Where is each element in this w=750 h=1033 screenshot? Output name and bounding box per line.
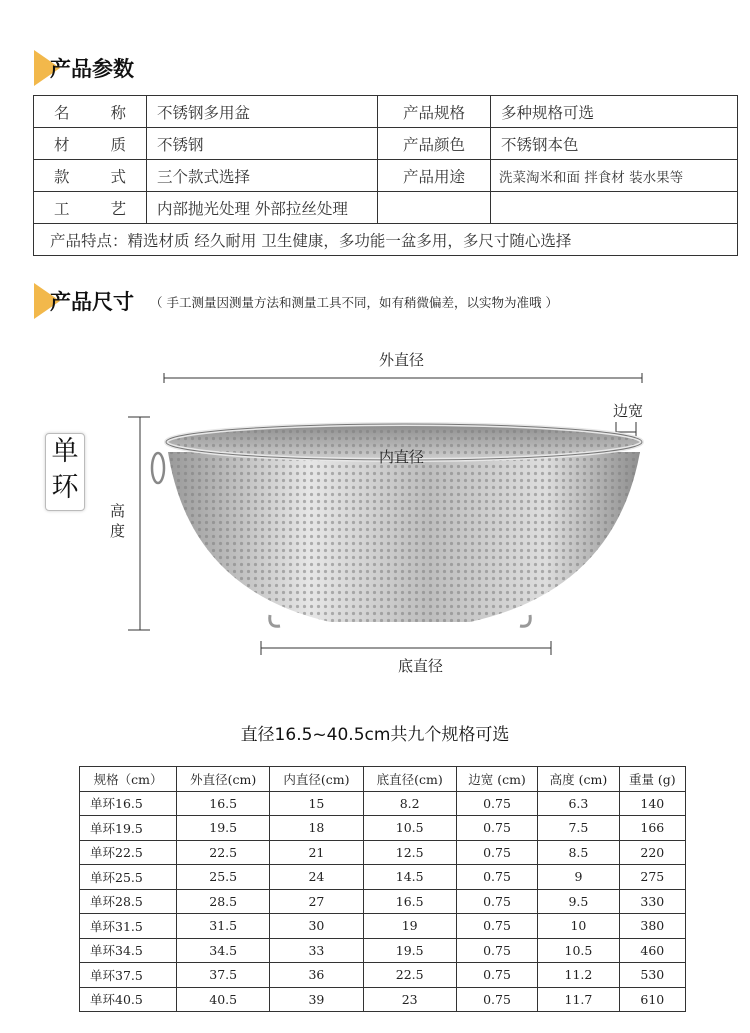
param-label: 产品颜色	[378, 128, 491, 160]
table-cell: 18	[270, 816, 363, 841]
table-cell: 单环16.5	[80, 791, 177, 816]
table-cell: 6.3	[538, 791, 619, 816]
height-label-2: 度	[110, 522, 126, 540]
table-cell: 28.5	[177, 889, 270, 914]
table-cell: 37.5	[177, 963, 270, 988]
spec-caption: 直径16.5~40.5cm共九个规格可选	[240, 725, 510, 745]
rim-width-label: 边宽	[613, 402, 644, 420]
spec-column-header: 边宽 (cm)	[456, 767, 537, 792]
table-cell: 16.5	[363, 889, 456, 914]
table-cell: 8.2	[363, 791, 456, 816]
param-label: 名称	[34, 96, 147, 128]
param-value: 内部抛光处理 外部拉丝处理	[147, 192, 378, 224]
table-cell: 10.5	[538, 938, 619, 963]
param-label	[378, 192, 491, 224]
table-cell: 单环28.5	[80, 889, 177, 914]
params-row	[34, 96, 738, 128]
measurement-note: （ 手工测量因测量方法和测量工具不同，如有稍微偏差，以实物为准哦 ）	[150, 295, 558, 310]
table-cell: 15	[270, 791, 363, 816]
table-cell: 单环22.5	[80, 840, 177, 865]
param-value: 不锈钢本色	[491, 128, 738, 160]
table-cell: 0.75	[456, 791, 537, 816]
table-cell: 12.5	[363, 840, 456, 865]
params-row	[34, 128, 738, 160]
spec-column-header: 外直径(cm)	[177, 767, 270, 792]
table-cell: 单环31.5	[80, 914, 177, 939]
table-cell: 24	[270, 865, 363, 890]
table-row	[80, 914, 686, 939]
table-cell: 530	[619, 963, 685, 988]
table-cell: 140	[619, 791, 685, 816]
table-cell: 9	[538, 865, 619, 890]
spec-table	[79, 766, 686, 1012]
param-label: 产品用途	[378, 160, 491, 192]
table-cell: 166	[619, 816, 685, 841]
param-value: 洗菜淘米和面 拌食材 装水果等	[491, 160, 738, 192]
params-table	[33, 95, 738, 256]
table-cell: 39	[270, 987, 363, 1012]
table-row	[80, 791, 686, 816]
height-label-1: 高	[110, 502, 126, 520]
table-cell: 7.5	[538, 816, 619, 841]
param-label: 工艺	[34, 192, 147, 224]
table-cell: 11.2	[538, 963, 619, 988]
inner-diameter-label: 内直径	[379, 448, 425, 466]
section-title: 产品参数	[50, 57, 134, 81]
table-row	[80, 840, 686, 865]
style-badge-char: 单	[51, 436, 79, 467]
table-cell: 22.5	[177, 840, 270, 865]
param-value: 不锈钢	[147, 128, 378, 160]
table-cell: 275	[619, 865, 685, 890]
table-cell: 23	[363, 987, 456, 1012]
table-cell: 16.5	[177, 791, 270, 816]
params-row	[34, 160, 738, 192]
table-row	[80, 865, 686, 890]
spec-column-header: 规格（cm）	[80, 767, 177, 792]
param-value: 不锈钢多用盆	[147, 96, 378, 128]
product-features: 产品特点：精选材质 经久耐用 卫生健康，多功能一盆多用，多尺寸随心选择	[34, 224, 738, 256]
style-badge	[45, 433, 85, 511]
table-cell: 31.5	[177, 914, 270, 939]
table-cell: 27	[270, 889, 363, 914]
table-cell: 34.5	[177, 938, 270, 963]
table-row	[80, 889, 686, 914]
table-cell: 单环34.5	[80, 938, 177, 963]
table-cell: 单环40.5	[80, 987, 177, 1012]
table-cell: 19	[363, 914, 456, 939]
base-diameter-label: 底直径	[398, 657, 444, 675]
table-cell: 19.5	[177, 816, 270, 841]
table-row	[80, 963, 686, 988]
table-cell: 40.5	[177, 987, 270, 1012]
table-cell: 330	[619, 889, 685, 914]
base-diameter-dimension	[261, 641, 551, 655]
table-cell: 10	[538, 914, 619, 939]
param-label: 产品规格	[378, 96, 491, 128]
table-cell: 30	[270, 914, 363, 939]
table-cell: 22.5	[363, 963, 456, 988]
table-cell: 单环19.5	[80, 816, 177, 841]
params-row	[34, 192, 738, 224]
style-badge-char: 环	[51, 472, 79, 503]
table-cell: 9.5	[538, 889, 619, 914]
table-cell: 33	[270, 938, 363, 963]
table-cell: 单环25.5	[80, 865, 177, 890]
table-cell: 0.75	[456, 914, 537, 939]
table-cell: 380	[619, 914, 685, 939]
spec-table-body	[80, 791, 686, 1012]
param-label: 款式	[34, 160, 147, 192]
height-dimension	[128, 417, 150, 630]
table-cell: 14.5	[363, 865, 456, 890]
table-cell: 0.75	[456, 816, 537, 841]
table-cell: 0.75	[456, 987, 537, 1012]
table-cell: 8.5	[538, 840, 619, 865]
param-value: 三个款式选择	[147, 160, 378, 192]
spec-column-header: 底直径(cm)	[363, 767, 456, 792]
table-cell: 21	[270, 840, 363, 865]
table-cell: 0.75	[456, 938, 537, 963]
table-cell: 单环37.5	[80, 963, 177, 988]
table-cell: 0.75	[456, 865, 537, 890]
outer-diameter-label: 外直径	[379, 351, 425, 369]
table-cell: 0.75	[456, 889, 537, 914]
section-title: 产品尺寸	[50, 290, 134, 314]
table-cell: 460	[619, 938, 685, 963]
table-cell: 11.7	[538, 987, 619, 1012]
table-row	[80, 938, 686, 963]
table-cell: 610	[619, 987, 685, 1012]
param-value: 多种规格可选	[491, 96, 738, 128]
params-row	[34, 224, 738, 256]
table-cell: 220	[619, 840, 685, 865]
table-row	[80, 987, 686, 1012]
spec-column-header: 内直径(cm)	[270, 767, 363, 792]
table-cell: 25.5	[177, 865, 270, 890]
table-cell: 10.5	[363, 816, 456, 841]
outer-diameter-dimension	[164, 373, 642, 383]
spec-header-row	[80, 767, 686, 792]
param-value	[491, 192, 738, 224]
param-label: 材质	[34, 128, 147, 160]
table-row	[80, 816, 686, 841]
table-cell: 0.75	[456, 840, 537, 865]
table-cell: 36	[270, 963, 363, 988]
spec-column-header: 高度 (cm)	[538, 767, 619, 792]
table-cell: 19.5	[363, 938, 456, 963]
table-cell: 0.75	[456, 963, 537, 988]
spec-column-header: 重量 (g)	[619, 767, 685, 792]
